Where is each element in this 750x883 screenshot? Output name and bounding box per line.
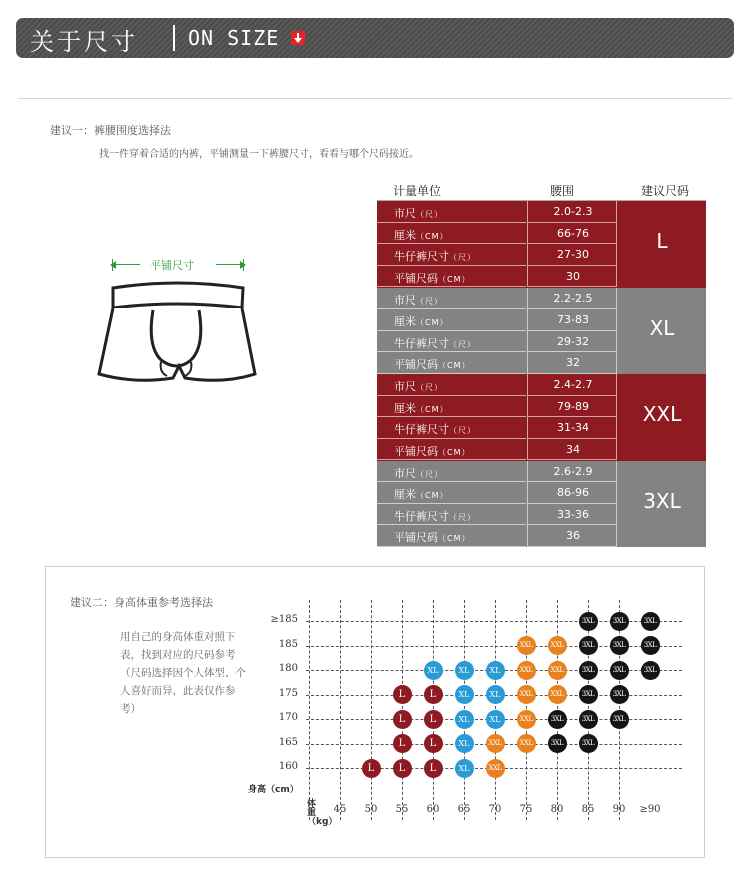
- waist-value: 79-89: [557, 399, 589, 413]
- unit-suffix: （CM）: [416, 318, 449, 328]
- unit-suffix: （CM）: [438, 274, 471, 284]
- flat-size-label: 平铺尺寸: [150, 259, 194, 272]
- size-dot-3xl: 3XL: [548, 710, 567, 729]
- size-dot-3xl: 3XL: [579, 710, 598, 729]
- suggestion-one-desc: 找一件穿着合适的内裤，平铺测量一下裤腰尺寸，看看与哪个尺码接近。: [99, 149, 419, 160]
- grid-line-vertical: [309, 600, 310, 820]
- arrow-left-icon: [110, 261, 116, 269]
- waist-value: 36: [566, 529, 580, 543]
- size-dot-xl: XL: [455, 661, 474, 680]
- waist-value: 86-96: [557, 486, 589, 500]
- header-size: 建议尺码: [641, 184, 690, 198]
- y-tick-label: 170: [278, 712, 298, 723]
- size-dot-l: L: [393, 685, 412, 704]
- size-dot-xl: XL: [486, 710, 505, 729]
- flat-size-indicator: [112, 256, 244, 274]
- size-dot-xxl: XXL: [486, 734, 505, 753]
- unit-suffix: （CM）: [438, 534, 471, 544]
- size-dot-xl: XL: [455, 734, 474, 753]
- waist-value: 31-34: [557, 421, 589, 435]
- size-dot-xxl: XXL: [517, 710, 536, 729]
- panel-divider: [18, 98, 732, 99]
- waist-value: 30: [566, 269, 580, 283]
- size-dot-xxl: XXL: [517, 734, 536, 753]
- grid-line-vertical: [371, 600, 372, 820]
- x-tick-label: ≥90: [639, 804, 661, 815]
- size-dot-3xl: 3XL: [610, 710, 629, 729]
- size-dot-3xl: 3XL: [610, 636, 629, 655]
- size-dot-l: L: [393, 734, 412, 753]
- y-tick-label: 175: [278, 687, 298, 699]
- size-dot-l: L: [424, 734, 443, 753]
- header-title-cn: 关于尺寸: [30, 28, 138, 56]
- size-dot-l: L: [362, 759, 381, 778]
- size-dot-xl: XL: [424, 661, 443, 680]
- x-tick-label: 50: [364, 804, 378, 815]
- unit-label: 厘米（CM）: [394, 488, 449, 502]
- waist-size-table: [377, 179, 706, 547]
- unit-label: 市尺（尺）: [394, 207, 443, 220]
- unit-label: 平铺尺码（CM）: [394, 444, 471, 458]
- waist-value: 66-76: [557, 226, 589, 240]
- header-unit: 计量单位: [393, 184, 442, 198]
- unit-label: 牛仔裤尺寸（尺）: [394, 423, 476, 437]
- unit-label: 市尺（尺）: [394, 380, 443, 393]
- arrow-down-icon: [291, 31, 305, 45]
- unit-suffix: （CM）: [438, 447, 471, 457]
- header-waist: 腰围: [550, 184, 575, 198]
- size-group-3xl: [377, 461, 706, 548]
- y-tick-label: 180: [278, 663, 298, 674]
- waist-value: 2.2-2.5: [553, 291, 593, 305]
- size-dot-xxl: XXL: [548, 685, 567, 704]
- size-dot-xl: XL: [486, 661, 505, 680]
- size-dot-3xl: 3XL: [579, 661, 598, 680]
- y-tick-label: 185: [278, 638, 298, 650]
- size-dot-3xl: 3XL: [641, 612, 660, 631]
- waist-value: 2.6-2.9: [553, 464, 593, 478]
- unit-suffix: （尺）: [449, 426, 476, 436]
- x-tick-label: 55: [395, 804, 409, 815]
- unit-suffix: （尺）: [416, 210, 443, 219]
- x-tick-label: 85: [581, 804, 595, 815]
- unit-suffix: （CM）: [416, 404, 449, 414]
- size-dot-xxl: XXL: [517, 685, 536, 704]
- unit-label: 平铺尺码（CM）: [394, 271, 471, 285]
- size-dot-3xl: 3XL: [610, 612, 629, 631]
- size-dot-3xl: 3XL: [641, 661, 660, 680]
- unit-suffix: （尺）: [416, 383, 443, 392]
- waist-value: 29-32: [557, 334, 589, 348]
- section-header: [16, 18, 734, 58]
- y-tick-label: 165: [278, 736, 298, 748]
- unit-label: 市尺（尺）: [394, 293, 443, 307]
- size-group-l: [377, 201, 706, 288]
- size-dot-xl: XL: [455, 759, 474, 778]
- unit-suffix: （CM）: [438, 361, 471, 371]
- size-dot-xl: XL: [486, 685, 505, 704]
- waist-value: 34: [566, 442, 580, 456]
- grid-line-vertical: [340, 600, 341, 820]
- unit-label: 牛仔裤尺寸（尺）: [394, 250, 476, 264]
- header-separator: [173, 25, 175, 51]
- y-tick-label: ≥185: [270, 614, 298, 625]
- unit-label: 市尺（尺）: [394, 466, 443, 480]
- y-tick-label: 160: [278, 761, 298, 772]
- size-dot-3xl: 3XL: [579, 612, 598, 631]
- header-title-en: ON SIZE: [188, 26, 280, 50]
- x-tick-label: 45: [333, 804, 347, 815]
- recommended-size: XXL: [642, 402, 682, 426]
- size-dot-xl: XL: [455, 685, 474, 704]
- unit-label: 平铺尺码（CM）: [394, 531, 471, 545]
- size-dot-xxl: XXL: [517, 661, 536, 680]
- size-dot-3xl: 3XL: [579, 685, 598, 704]
- unit-label: 厘米（CM）: [394, 401, 449, 415]
- suggestion-two-desc: 用自己的身高体重对照下表，找到对应的尺码参考（尺码选择因个人体型、个人喜好而异，此表仅作参考）: [120, 631, 246, 715]
- size-dot-l: L: [393, 710, 412, 729]
- size-dot-xxl: XXL: [486, 759, 505, 778]
- x-tick-label: 75: [519, 804, 533, 815]
- size-dot-3xl: 3XL: [579, 636, 598, 655]
- recommended-size: L: [656, 229, 668, 253]
- unit-label: 厘米（CM）: [394, 315, 449, 329]
- height-axis-title: 身高（cm）: [248, 785, 299, 795]
- waist-value: 27-30: [557, 248, 589, 262]
- unit-suffix: （尺）: [416, 469, 443, 479]
- size-dot-xxl: XXL: [548, 661, 567, 680]
- table-header: [377, 179, 706, 201]
- size-group-xxl: [377, 374, 706, 461]
- x-tick-label: 65: [457, 804, 471, 815]
- weight-axis-title: 体重（kg）: [307, 799, 338, 827]
- recommended-size: 3XL: [643, 488, 681, 513]
- size-dot-3xl: 3XL: [610, 685, 629, 704]
- unit-label: 牛仔裤尺寸（尺）: [394, 336, 476, 350]
- unit-suffix: （尺）: [449, 339, 476, 349]
- unit-suffix: （CM）: [416, 231, 449, 241]
- size-dot-xl: XL: [455, 710, 474, 729]
- unit-label: 厘米（CM）: [394, 228, 449, 242]
- unit-suffix: （CM）: [416, 491, 449, 501]
- unit-suffix: （尺）: [449, 512, 476, 522]
- waist-value: 33-36: [557, 507, 589, 521]
- size-group-xl: [377, 288, 706, 375]
- unit-label: 平铺尺码（CM）: [394, 358, 471, 372]
- underwear-icon: [95, 280, 260, 390]
- size-dot-l: L: [424, 710, 443, 729]
- size-dot-xxl: XXL: [548, 636, 567, 655]
- size-dot-3xl: 3XL: [548, 734, 567, 753]
- suggestion-two-title: 建议二：身高体重参考选择法: [70, 596, 213, 609]
- x-tick-label: 60: [426, 804, 440, 815]
- x-tick-label: 80: [550, 804, 564, 815]
- unit-label: 牛仔裤尺寸（尺）: [394, 509, 476, 523]
- size-dot-l: L: [393, 759, 412, 778]
- size-dot-3xl: 3XL: [579, 734, 598, 753]
- x-tick-label: 90: [612, 804, 626, 815]
- unit-suffix: （尺）: [449, 253, 476, 263]
- size-dot-3xl: 3XL: [641, 636, 660, 655]
- unit-suffix: （尺）: [416, 296, 443, 306]
- suggestion-one-title: 建议一：裤腰围度选择法: [50, 124, 171, 137]
- x-tick-label: 70: [488, 804, 502, 815]
- size-dot-3xl: 3XL: [610, 661, 629, 680]
- waist-value: 73-83: [557, 313, 589, 327]
- size-dot-l: L: [424, 759, 443, 778]
- size-dot-xxl: XXL: [517, 636, 536, 655]
- waist-value: 2.4-2.7: [553, 378, 593, 391]
- size-dot-l: L: [424, 685, 443, 704]
- waist-value: 32: [566, 356, 580, 370]
- recommended-size: XL: [649, 315, 675, 340]
- waist-value: 2.0-2.3: [553, 205, 593, 218]
